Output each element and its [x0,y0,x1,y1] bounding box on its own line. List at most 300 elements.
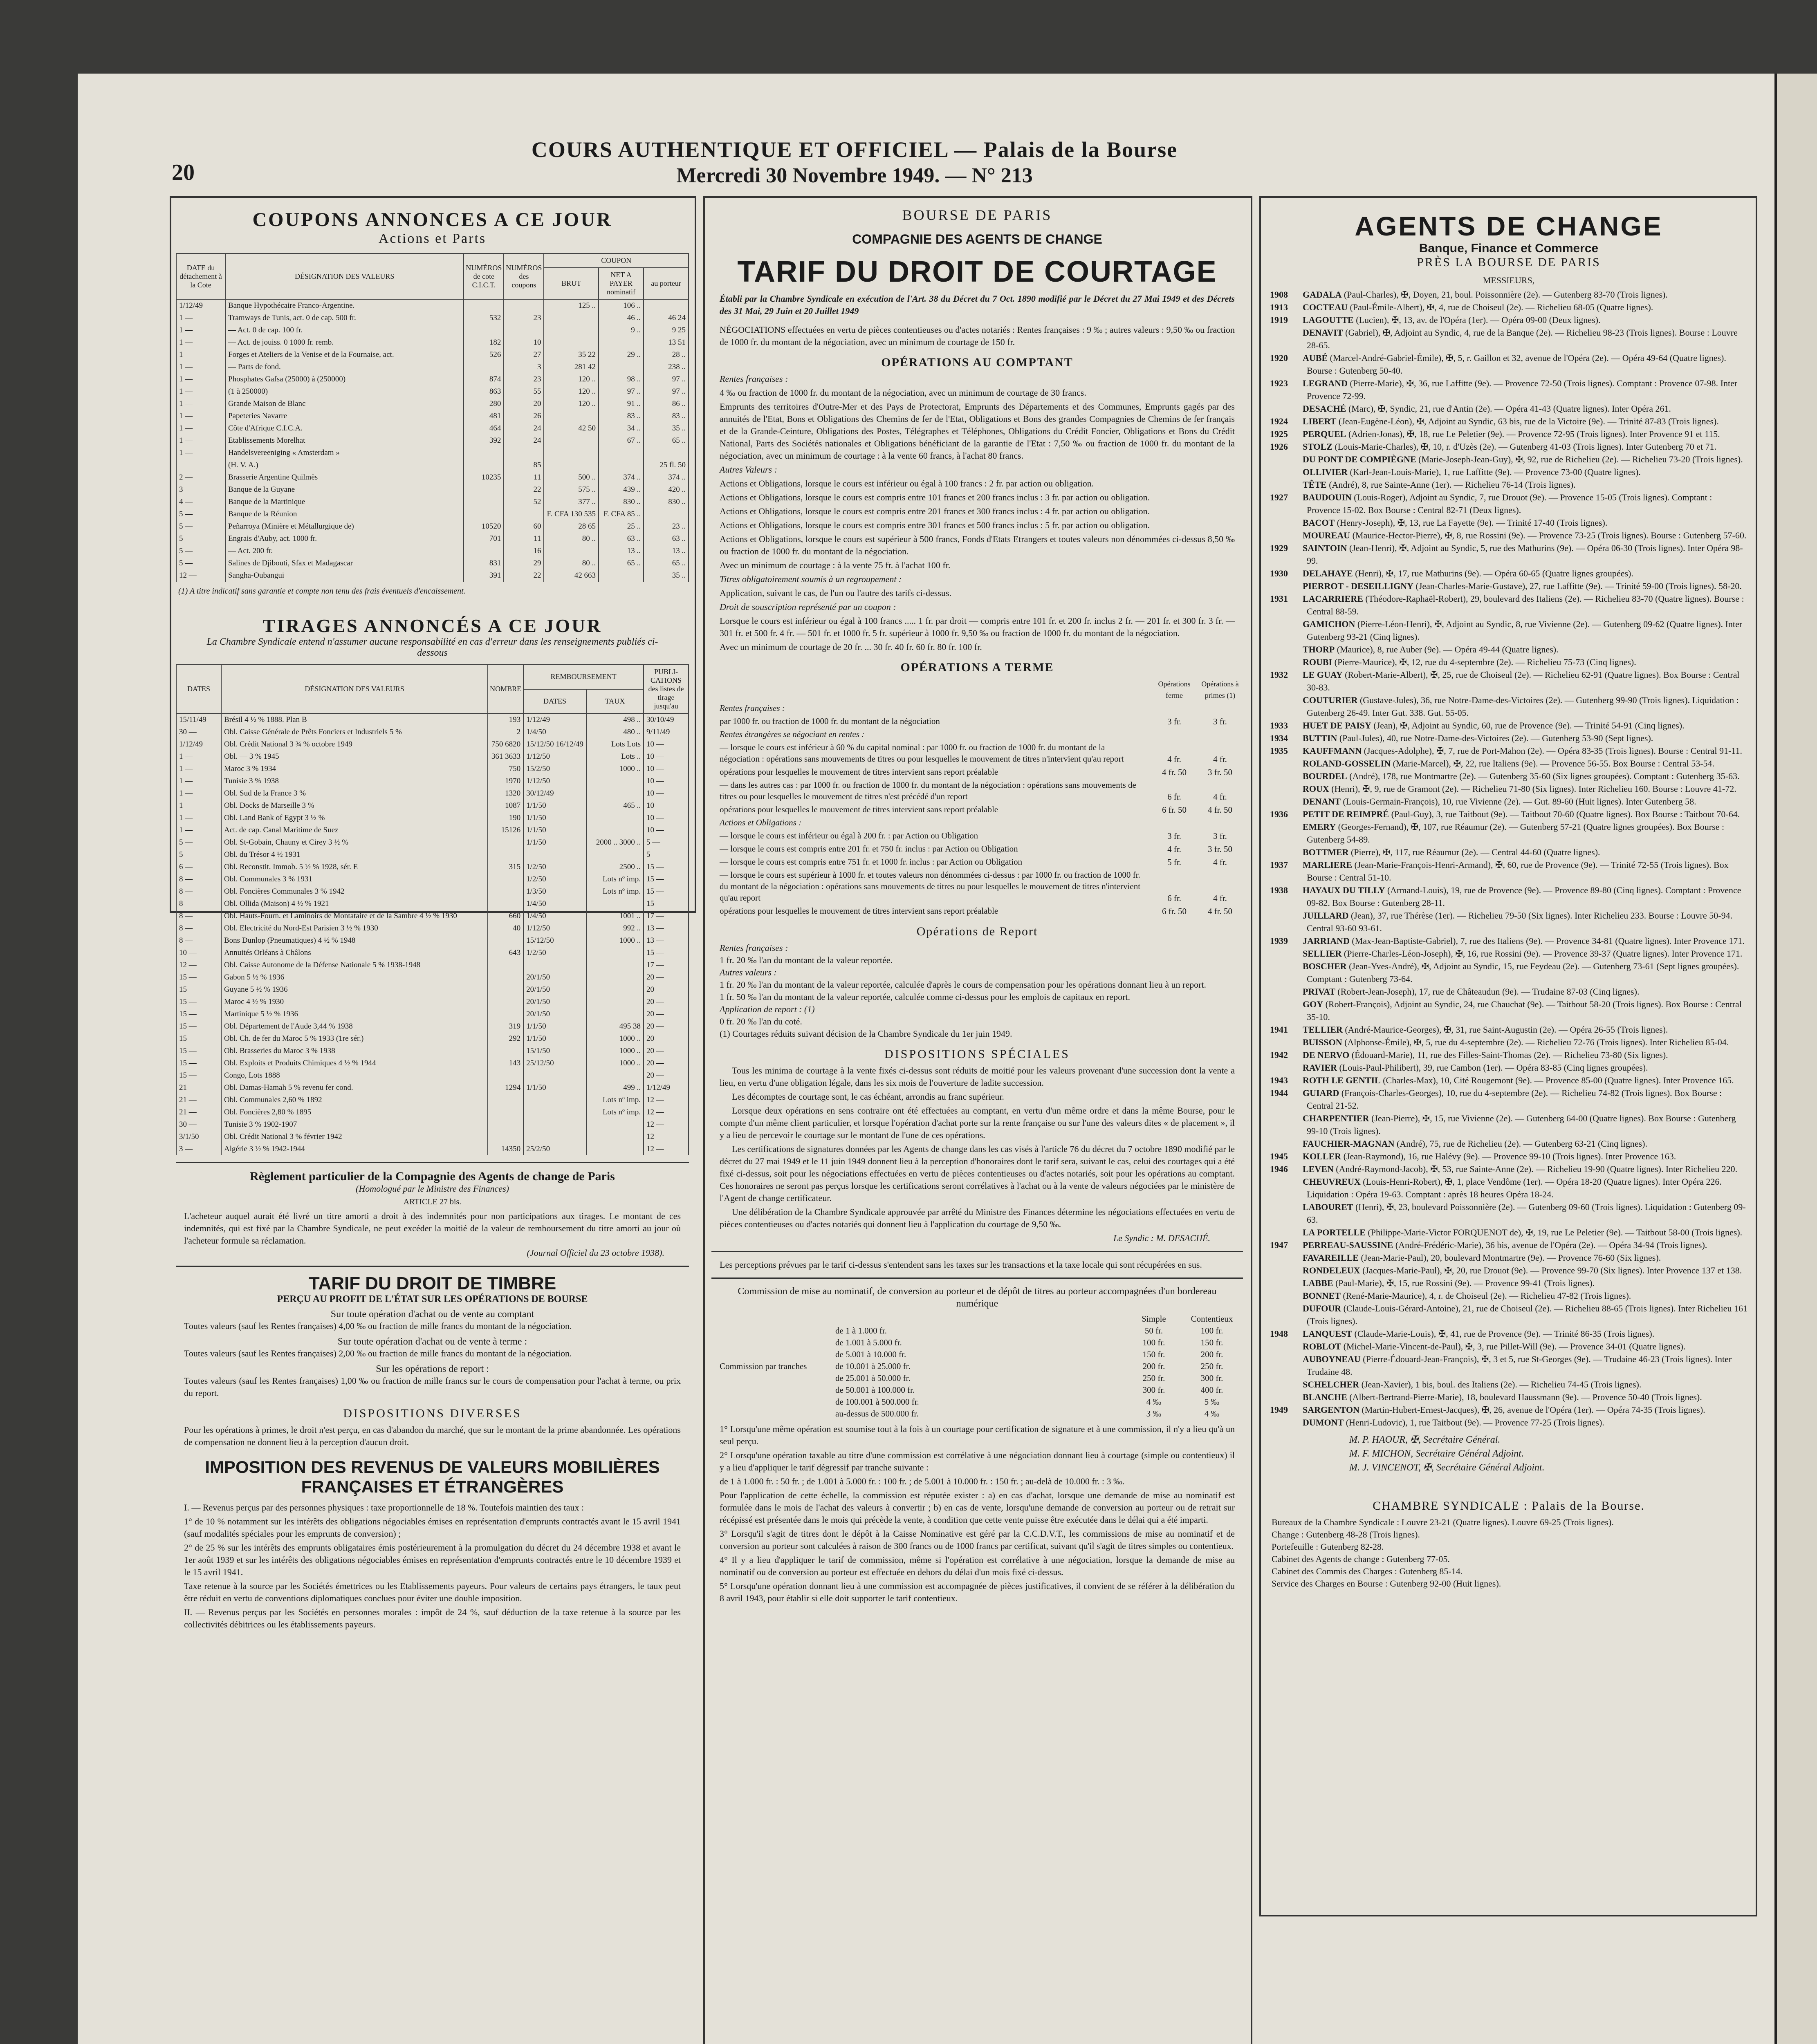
agent-entry [1270,909,1747,935]
terme-cell: — lorsque le cours est inférieur ou égal à 200 fr. : par Action ou Obligation [720,831,978,840]
tirage-cell [523,1106,586,1118]
coupon-cell: 10235 [464,471,504,484]
commission-cell: 200 fr. [1142,1361,1165,1371]
terme-cell [1197,702,1243,715]
tirage-cell [586,1118,644,1131]
agent-entry [1270,377,1747,402]
coupon-cell: 10 [504,336,544,349]
agent-name: GAMICHON [1303,619,1355,629]
coupon-cell: 3 — [176,484,225,496]
tirage-cell: 465 .. [586,800,644,812]
coupon-cell: 1 — [176,349,225,361]
agent-name: LIBERT [1303,416,1337,426]
coupon-cell [504,299,544,312]
terme-cell: 4 fr. 50 [1207,906,1233,916]
tirage-cell: 10 — [176,947,221,959]
coupon-cell: 575 .. [544,484,599,496]
commission-row [711,1349,1243,1360]
coupon-row [176,324,689,336]
imposition-item: I. — Revenus perçus par des personnes physiques : taxe proportionnelle de 18 %. Toutefois maintien des taux : [184,1502,584,1513]
terme-cell: — dans les autres cas : par 1000 fr. ou fraction de 1000 fr. du montant de la négociation : opérations sans mouvements de titres ou pour lesquelles le mouvement de titres n'est précédé d'un report [720,780,1136,801]
tirage-cell: Obl. Hauts-Fourn. et Laminoirs de Montataire et de la Sambre 4 ½ % 1930 [221,910,488,922]
agent-details: (Lucien), ✠, 13, av. de l'Opéra (1er). — Opéra 09-00 (Deux lignes). [1356,315,1601,325]
coupon-cell: 830 .. [644,496,689,508]
agent-details: (Pierre), ✠, 117, rue Réaumur (2e). — Central 44-60 (Quatre lignes). [1350,847,1600,857]
agent-name: PETIT DE REIMPRÉ [1303,809,1389,819]
tirage-cell: 30 — [176,726,221,738]
imposition-item: II. — Revenus perçus par les Sociétés en personnes morales : impôt de 24 %, sauf déduction de la taxe retenue à la source par les collectivités débitrices ou les établissements payeurs. [184,1607,681,1629]
terme-cell: Rentes étrangères se négociant en rentes : [720,729,865,739]
agent-name: AUBOYNEAU [1303,1354,1361,1364]
tirages-rows [176,713,689,1155]
terme-cell: 3 fr. [1167,717,1181,726]
agent-details: (Adrien-Jonas), ✠, 18, rue Le Peletier (9e). — Provence 72-95 (Trois lignes). Inter Provence 91 et 115. [1348,429,1720,439]
agent-details: (Jean-Yves-André), ✠, Adjoint au Syndic, 15, rue Feydeau (2e). — Gutenberg 73-61 (Sept lignes groupées). Comptant : Gutenberg 73-64. [1307,961,1739,984]
tirage-cell: 1/3/50 [523,885,586,898]
coupon-cell: 60 [504,520,544,533]
coupon-row [176,520,689,533]
tirage-cell: 2500 .. [586,861,644,873]
report-item: (1) Courtages réduits suivant décision de la Chambre Syndicale du 1er juin 1949. [720,1029,1012,1039]
agent-name: THORP [1303,644,1335,654]
commission-label [711,1372,835,1384]
commission-row [711,1396,1243,1408]
tirage-cell: 20 — [644,984,689,996]
coupon-cell: Engrais d'Auby, act. 1000 fr. [225,533,464,545]
tirage-row [176,849,689,861]
tirage-row [176,1094,689,1106]
agent-details: (Gabriel), ✠, Adjoint au Syndic, 4, rue de la Banque (2e). — Richelieu 98-23 (Trois lignes). Bourse : Louvre 28-65. [1307,327,1738,350]
col-date: DATE du détachement à la Cote [176,253,225,299]
tirage-cell: Obl. Caisse Autonome de la Défense Nationale 5 % 1938-1948 [221,959,488,971]
tirage-cell: 143 [488,1057,523,1069]
agent-details: (Henry-Joseph), ✠, 13, rue La Fayette (9e). — Trinité 17-40 (Trois lignes). [1337,518,1608,528]
agent-year: 1908 [1270,289,1288,300]
tirage-cell: 10 — [644,738,689,751]
agent-details: (Jean), ✠, Adjoint au Syndic, 60, rue de Provence (9e). — Trinité 54-91 (Cinq lignes). [1373,720,1685,731]
coupon-cell [544,324,599,336]
coupon-cell: 23 [504,312,544,324]
tirage-row [176,836,689,849]
tirage-row [176,738,689,751]
report-item: Application de report : (1) [720,1004,815,1014]
agent-name: BONNET [1303,1291,1341,1301]
tirage-cell: Obl. Crédit National 3 ¾ % octobre 1949 [221,738,488,751]
coupon-cell [544,545,599,557]
coupons-title: COUPONS ANNONCES A CE JOUR [252,209,612,231]
tirage-cell: 5 — [644,849,689,861]
col-primes: Opérations à primes (1) [1201,680,1239,699]
chambre-line: Cabinet des Commis des Charges : Gutenberg 85-14. [1272,1566,1463,1576]
tirage-cell: 15 — [176,984,221,996]
terme-row [711,829,1243,842]
agent-details: (Paul-Charles), ✠, Doyen, 21, boul. Poissonnière (2e). — Gutenberg 83-70 (Trois lignes). [1344,289,1668,300]
tirage-cell: 495 38 [586,1020,644,1033]
tirage-cell [523,959,586,971]
tirage-cell: Obl. Exploits et Produits Chimiques 4 ½ % 1944 [221,1057,488,1069]
agent-details: (Édouard-Marie), 11, rue des Filles-Saint-Thomas (2e). — Richelieu 73-80 (Six lignes). [1351,1050,1668,1060]
tirage-cell: 1 — [176,763,221,775]
agent-name: BUTTIN [1303,733,1337,743]
agent-details: (Jean-Marie-Paul), 20, boulevard Montmartre (9e). — Provence 76-60 (Six lignes). [1361,1253,1661,1263]
terme-cell: 6 fr. 50 [1162,805,1187,815]
agent-name: BUISSON [1303,1037,1342,1047]
tirage-cell: 30 — [176,1118,221,1131]
coupon-cell: 22 [504,484,544,496]
col-remboursement: REMBOURSEMENT [523,665,644,689]
tirage-cell: 20 — [644,1033,689,1045]
coupon-cell [504,447,544,459]
agent-details: (André-Maurice-Georges), ✠, 31, rue Saint-Augustin (2e). — Opéra 26-55 (Trois lignes). [1345,1024,1668,1035]
tirage-cell: 1/4/50 [523,910,586,922]
agent-entry [1270,643,1747,656]
agent-name: LA PORTELLE [1303,1227,1366,1237]
agent-name: PRIVAT [1303,986,1335,997]
agent-name: BLANCHE [1303,1392,1347,1402]
tirage-cell: 660 [488,910,523,922]
header-title: COURS AUTHENTIQUE ET OFFICIEL — Palais de la Bourse [531,137,1178,162]
tirage-cell: 14350 [488,1143,523,1155]
agent-year: 1923 [1270,378,1288,388]
agent-entry [1270,656,1747,668]
tirage-cell: 20/1/50 [523,996,586,1008]
coupon-cell: — Act. de jouiss. 0 1000 fr. remb. [225,336,464,349]
commission-cell: 150 fr. [1200,1338,1223,1347]
agent-details: (Pierre-Marie), ✠, 36, rue Laffitte (9e). — Provence 72-50 (Trois lignes). Comptant : Provence 07-98. Inter Provence 72-99. [1307,378,1738,401]
agent-year: 1935 [1270,746,1288,756]
tirage-cell: 1/12/50 [523,775,586,787]
tirage-cell: 1/12/50 [523,751,586,763]
commission-cell: de 1.001 à 5.000 fr. [835,1338,902,1347]
coupon-cell: 35 22 [544,349,599,361]
tirage-cell: 20 — [644,971,689,984]
coupon-cell: — Parts de fond. [225,361,464,373]
tirage-cell: Lots nº imp. [586,1094,644,1106]
tirage-cell: 1/1/50 [523,1020,586,1033]
agent-details: (Jean-Raymond), 16, rue Halévy (9e). — Provence 99-10 (Trois lignes). Inter Provence 163. [1343,1151,1676,1161]
agent-entry [1270,466,1747,478]
coupon-cell: 5 — [176,545,225,557]
coupon-cell: 701 [464,533,504,545]
tirage-cell: Act. de cap. Canal Maritime de Suez [221,824,488,836]
tirages-table [176,664,689,1155]
agent-year: 1926 [1270,442,1288,452]
tirage-cell: 15 — [644,947,689,959]
commission-label [711,1396,835,1408]
coupons-subtitle: Actions et Parts [378,231,487,246]
agent-entry [1270,1061,1747,1074]
tirage-cell [488,1131,523,1143]
agent-name: DENANT [1303,796,1341,807]
coupon-cell: 120 .. [544,398,599,410]
terme-cell: 6 fr. [1167,893,1181,903]
report-item: 1 fr. 50 ‰ l'an du montant de la valeur reportée, calculée comme ci-dessus pour les emplois de capitaux en report. [720,992,1131,1002]
agent-name: ROTH LE GENTIL [1303,1075,1381,1085]
coupon-cell: 28 65 [544,520,599,533]
tirage-cell: 1970 [488,775,523,787]
agent-year: 1919 [1270,315,1288,325]
tirage-cell: Gabon 5 ½ % 1936 [221,971,488,984]
agent-entry [1270,1239,1747,1251]
tirage-cell [586,1008,644,1020]
coupon-cell: Grande Maison de Blanc [225,398,464,410]
terme-cell [1197,728,1243,741]
agent-entry [1270,782,1747,795]
tirage-cell: 480 .. [586,726,644,738]
coupon-cell: 67 .. [599,435,644,447]
tirage-cell: 8 — [176,935,221,947]
imposition-items [176,1502,689,1631]
terme-cell: 3 fr. 50 [1207,844,1233,854]
coupon-cell: 35 .. [644,569,689,582]
tirage-cell: Obl. Brasseries du Maroc 3 % 1938 [221,1045,488,1057]
coupon-row [176,336,689,349]
commission-cell: 250 fr. [1142,1373,1165,1383]
agent-name: JUILLARD [1303,910,1349,921]
tirage-cell [488,873,523,885]
tirage-cell: Obl. Sud de la France 3 % [221,787,488,800]
tirage-cell: 1 — [176,751,221,763]
coupon-cell: 481 [464,410,504,422]
tirage-cell [586,787,644,800]
agent-entry [1270,1289,1747,1302]
tirage-cell: 1/4/50 [523,898,586,910]
agent-entry [1270,1087,1747,1112]
tirage-cell [488,1008,523,1020]
agent-details: (Max-Jean-Baptiste-Gabriel), 7, rue des Italiens (9e). — Provence 34-81 (Quatre lignes). Inter Provence 171. [1352,936,1745,946]
commission-note: de 1 à 1.000 fr. : 50 fr. ; de 1.001 à 5.000 fr. : 100 fr. ; de 5.001 à 10.000 fr. : 150 fr. ; au-delà de 10.000 fr. : 3 ‰. [720,1476,1125,1486]
col-porteur: au porteur [644,268,689,299]
coupon-cell: 1 — [176,361,225,373]
tirage-cell: 10 — [644,800,689,812]
agent-year: 1930 [1270,568,1288,578]
coupon-cell: 26 [504,410,544,422]
agent-name: BOTTMER [1303,847,1349,857]
coupon-cell: 24 [504,422,544,435]
commission-cell: 200 fr. [1200,1349,1223,1359]
coupon-cell: Papeteries Navarre [225,410,464,422]
tirage-cell: 20/1/50 [523,984,586,996]
tirage-row [176,713,689,726]
commission-cell: 400 fr. [1200,1385,1223,1395]
coupon-cell: Banque de la Guyane [225,484,464,496]
commission-cell: 50 fr. [1144,1326,1163,1336]
coupon-cell [544,459,599,471]
terme-row [711,803,1243,816]
tirage-cell: 8 — [176,922,221,935]
col-taux: TAUX [586,689,644,714]
agent-details: (Louis-Marie-Charles), ✠, 10, r. d'Uzès (2e). — Gutenberg 41-03 (Trois lignes). Inter Gutenberg 70 et 71. [1335,442,1717,452]
col-publications: PUBLI-CATIONS des listes de tirage jusqu'au [644,665,689,713]
timbre-subtitle: PERÇU AU PROFIT DE L'ÉTAT SUR LES OPÉRATIONS DE BOURSE [277,1294,588,1304]
coupon-row [176,508,689,520]
terme-row [711,816,1243,829]
tirage-cell: Obl. Ch. de fer du Maroc 5 % 1933 (1re sér.) [221,1033,488,1045]
tirages-title: TIRAGES ANNONCÉS A CE JOUR [262,615,602,636]
coupon-cell: 280 [464,398,504,410]
reglement-title: Règlement particulier de la Compagnie des Agents de change de Paris [250,1170,615,1183]
agent-entry [1270,1074,1747,1087]
coupon-cell: 27 [504,349,544,361]
report-item: 1 fr. 20 ‰ l'an du montant de la valeur reportée, calculée d'après le cours de compensation pour les opérations donnant lieu à un report. [720,979,1207,990]
commission-cell: 3 ‰ [1146,1409,1162,1419]
agent-details: (Louis-Henri-Robert), ✠, 1, place Vendôme (1er). — Opéra 18-20 (Quatre lignes). Inter Opéra 226. Liquidation : Opéra 19-63. Comptant : après 18 heures Opéra 18-24. [1307,1177,1722,1199]
chambre-title: CHAMBRE SYNDICALE : Palais de la Bourse. [1373,1499,1645,1513]
terme-cell: 4 fr. [1213,893,1227,903]
coupon-cell: 120 .. [544,385,599,398]
comptant-item: Emprunts des territoires d'Outre-Mer et des Pays de Protectorat, Emprunts des Départements et des Communes, Emprunts gagés par des annuités de l'Etat, Bons et Obligations des Chemins de fer de l'Etat, Obligations et Bons des grandes Compagnies de Chemins de fer français et de la Grande-Ceinture, Obligations des Postes, Télégraphes et Téléphones, Obligations du Crédit Foncier, Obligations et Bons du Crédit National, Parts des Sociétés nationales et Obligations bénéficiant de la garantie de l'Etat : 7,50 ‰ ou fraction de 1000 fr. du montant de la négociation, avec un minimum de courtage : à la vente 60 francs, à l'achat 80 francs. [720,401,1235,461]
coupon-cell: 374 .. [599,471,644,484]
terme-row [711,868,1243,904]
coupon-cell: 16 [504,545,544,557]
agent-details: (Marcel-André-Gabriel-Émile), ✠, 5, r. Gaillon et 32, avenue de l'Opéra (2e). — Opéra 49-64 (Quatre lignes). Bourse : Gutenberg 50-40. [1307,353,1726,376]
agent-name: LANQUEST [1303,1329,1353,1339]
comptant-item: Avec un minimum de courtage de 20 fr. ... 30 fr. 40 fr. 60 fr. 80 fr. 100 fr. [720,642,982,652]
commission-cell: de 5.001 à 10.000 fr. [835,1349,906,1359]
tirage-cell: 13 — [644,922,689,935]
agent-name: EMERY [1303,822,1336,832]
tirage-row [176,947,689,959]
terme-cell: — lorsque le cours est inférieur à 60 % du capital nominal : par 1000 fr. ou fraction de 1000 fr. du montant de la négociation : opérations sans mouvements de titres ou pour lesquelles le mouvement de titres n'intervient qu'au report [720,742,1124,764]
tirage-cell: 3/1/50 [176,1131,221,1143]
commission-cell: 4 ‰ [1146,1397,1162,1407]
tirage-cell [488,836,523,849]
terme-cell [1197,816,1243,829]
coupon-cell: 25 .. [599,520,644,533]
coupon-cell [544,410,599,422]
disp-item: Les décomptes de courtage sont, le cas échéant, arrondis au franc supérieur. [732,1091,1004,1102]
reglement-subtitle: (Homologué par le Ministre des Finances) [356,1183,509,1194]
commission-note: 2° Lorsqu'une opération taxable au titre d'une commission est corrélative à une négociation donnant lieu à courtage (simple ou contentieux) il y a lieu d'appliquer le tarif dégressif par tranche suivante : [720,1450,1235,1472]
tirage-cell: 15 — [644,885,689,898]
agent-name: LEGRAND [1303,378,1348,388]
imposition-item: 1° de 10 % notamment sur les intérêts des obligations négociables émises en représentation d'emprunts contractés avant le 15 avril 1941 (sauf modalités spéciales pour les emprunts de conversion) ; [184,1516,681,1539]
coupon-cell: 23 .. [644,520,689,533]
tirage-row [176,751,689,763]
chambre-lines [1267,1516,1750,1590]
agent-year: 1944 [1270,1088,1288,1098]
terme-cell: — lorsque le cours est supérieur à 1000 fr. et toutes valeurs non dénommées ci-dessus : par 1000 fr. ou fraction de 1000 fr. du montant de la négociation : opérations sans mouvements de titres ou pour lesquelles le mouvement de titres n'intervient qu'au report [720,870,1141,903]
agent-name: DE NERVO [1303,1050,1350,1060]
coupon-cell: 1 — [176,336,225,349]
terme-cell: Actions et Obligations : [720,818,802,827]
terme-cell: — lorsque le cours est compris entre 201 fr. et 750 fr. inclus : par Action ou Obligation [720,844,1018,854]
coupon-cell: 281 42 [544,361,599,373]
comptant-item: Lorsque le cours est inférieur ou égal à 100 francs ..... 1 fr. par droit — compris entre 101 fr. et 200 fr. inclus 2 fr. — 201 fr. et 300 fr. 3 fr. — 301 fr. et 500 fr. 4 fr. — 501 fr. et 1000 fr. 5 fr. supérieur à 1000 fr. 9,50 ‰ ou fraction de 1000 fr. du montant de la négociation. [720,616,1235,638]
tirage-row [176,824,689,836]
agent-entry [1270,668,1747,694]
agent-entry [1270,1251,1747,1264]
agent-entry [1270,846,1747,858]
agent-details: (Albert-Bertrand-Pierre-Marie), 18, boulevard Haussmann (9e). — Provence 50-40 (Trois lignes). [1349,1392,1702,1402]
chambre-line: Portefeuille : Gutenberg 82-28. [1272,1542,1384,1552]
disp-items [711,1065,1243,1230]
agent-entry [1270,1403,1747,1416]
tirage-row [176,1131,689,1143]
commission-row [711,1337,1243,1349]
tirage-cell: 15 — [176,1020,221,1033]
col-coupon: COUPON [544,253,689,268]
coupon-cell: 85 [504,459,544,471]
terme-cell [1151,816,1197,829]
agent-name: LE GUAY [1303,670,1343,680]
agent-name: KAUFFMANN [1303,746,1362,756]
coupon-cell: Handelsvereeniging « Amsterdam » [225,447,464,459]
coupon-cell: 86 .. [644,398,689,410]
dispositions-diverses-title: DISPOSITIONS DIVERSES [343,1407,522,1420]
tirage-cell: 1/1/50 [523,824,586,836]
coupon-cell: F. CFA 130 535 [544,508,599,520]
coupon-cell [464,545,504,557]
coupon-cell: 1 — [176,435,225,447]
tirage-cell: 1000 .. [586,1045,644,1057]
commission-cell: de 100.001 à 500.000 fr. [835,1397,919,1407]
comptant-item: Actions et Obligations, lorsque le cours est compris entre 101 francs et 200 francs inclus : 3 fr. par action ou obligation. [720,492,1150,502]
bourse-de-paris: BOURSE DE PARIS [902,207,1052,223]
tirage-cell: 17 — [644,910,689,922]
report-items [711,942,1243,1040]
tirage-cell: Maroc 4 ½ % 1930 [221,996,488,1008]
agent-details: (Jean-Xavier), 1 bis, boul. des Italiens (2e). — Richelieu 74-45 (Trois lignes). [1361,1379,1642,1390]
commission-cell: 300 fr. [1200,1373,1223,1383]
agent-entry [1270,529,1747,542]
tirage-cell: Obl. Foncières Communales 3 % 1942 [221,885,488,898]
coupon-cell: 1/12/49 [176,299,225,312]
tirage-cell: Obl. Reconstit. Immob. 5 ½ % 1928, sér. E [221,861,488,873]
coupon-cell: 65 .. [644,557,689,569]
agent-year: 1942 [1270,1050,1288,1060]
coupon-cell: 11 [504,471,544,484]
tirage-cell: 10 — [644,812,689,824]
agent-name: GUIARD [1303,1088,1339,1098]
tirage-cell [488,1094,523,1106]
coupon-cell: 2 — [176,471,225,484]
agents-subtitle2: PRÈS LA BOURSE DE PARIS [1417,256,1601,269]
tirage-cell: Lots nº imp. [586,885,644,898]
agent-entry [1270,288,1747,301]
commission-label [711,1349,835,1360]
coupon-cell: 874 [464,373,504,385]
tirage-cell: 6 — [176,861,221,873]
agent-entry [1270,1353,1747,1378]
tirage-cell: 30/12/49 [523,787,586,800]
coupon-cell: 80 .. [544,557,599,569]
coupon-cell: Banque de la Martinique [225,496,464,508]
tirage-cell [488,996,523,1008]
agent-year: 1947 [1270,1240,1288,1250]
chambre-line: Service des Charges en Bourse : Gutenberg 92-00 (Huit lignes). [1272,1578,1501,1589]
syndic: Le Syndic : M. DESACHÉ. [1113,1233,1210,1243]
coupon-cell: 5 — [176,508,225,520]
agent-details: (Claude-Marie-Louis), ✠, 41, rue de Provence (9e). — Trinité 86-35 (Trois lignes). [1354,1329,1655,1339]
terme-cell: 3 fr. [1213,831,1227,841]
agent-name: BAUDOUIN [1303,492,1352,502]
agent-entry [1270,820,1747,846]
coupon-cell [464,484,504,496]
agent-details: (Alphonse-Émile), ✠, 5, rue du 4-septembre (2e). — Richelieu 72-76 (Trois lignes). Inter Richelieu 85-04. [1344,1037,1729,1047]
agent-details: (Henri), ✠, 23, boulevard Poissonnière (2e). — Gutenberg 09-60 (Trois lignes). Liquidation : Gutenberg 09-63. [1307,1202,1746,1225]
agent-details: (Maurice-Hector-Pierre), ✠, 8, rue Rossini (9e). — Provence 73-25 (Trois lignes). Bourse : Gutenberg 57-60. [1352,530,1747,540]
agent-name: AUBÉ [1303,353,1328,363]
agent-year: 1936 [1270,809,1288,819]
col-nombre: NOMBRE [488,665,523,713]
agent-year: 1925 [1270,429,1288,439]
agent-entry [1270,947,1747,960]
coupon-cell: 5 — [176,533,225,545]
coupon-cell: (H. V. A.) [225,459,464,471]
coupon-cell [599,569,644,582]
tirage-cell: Obl. Electricité du Nord-Est Parisien 3 ½ % 1930 [221,922,488,935]
